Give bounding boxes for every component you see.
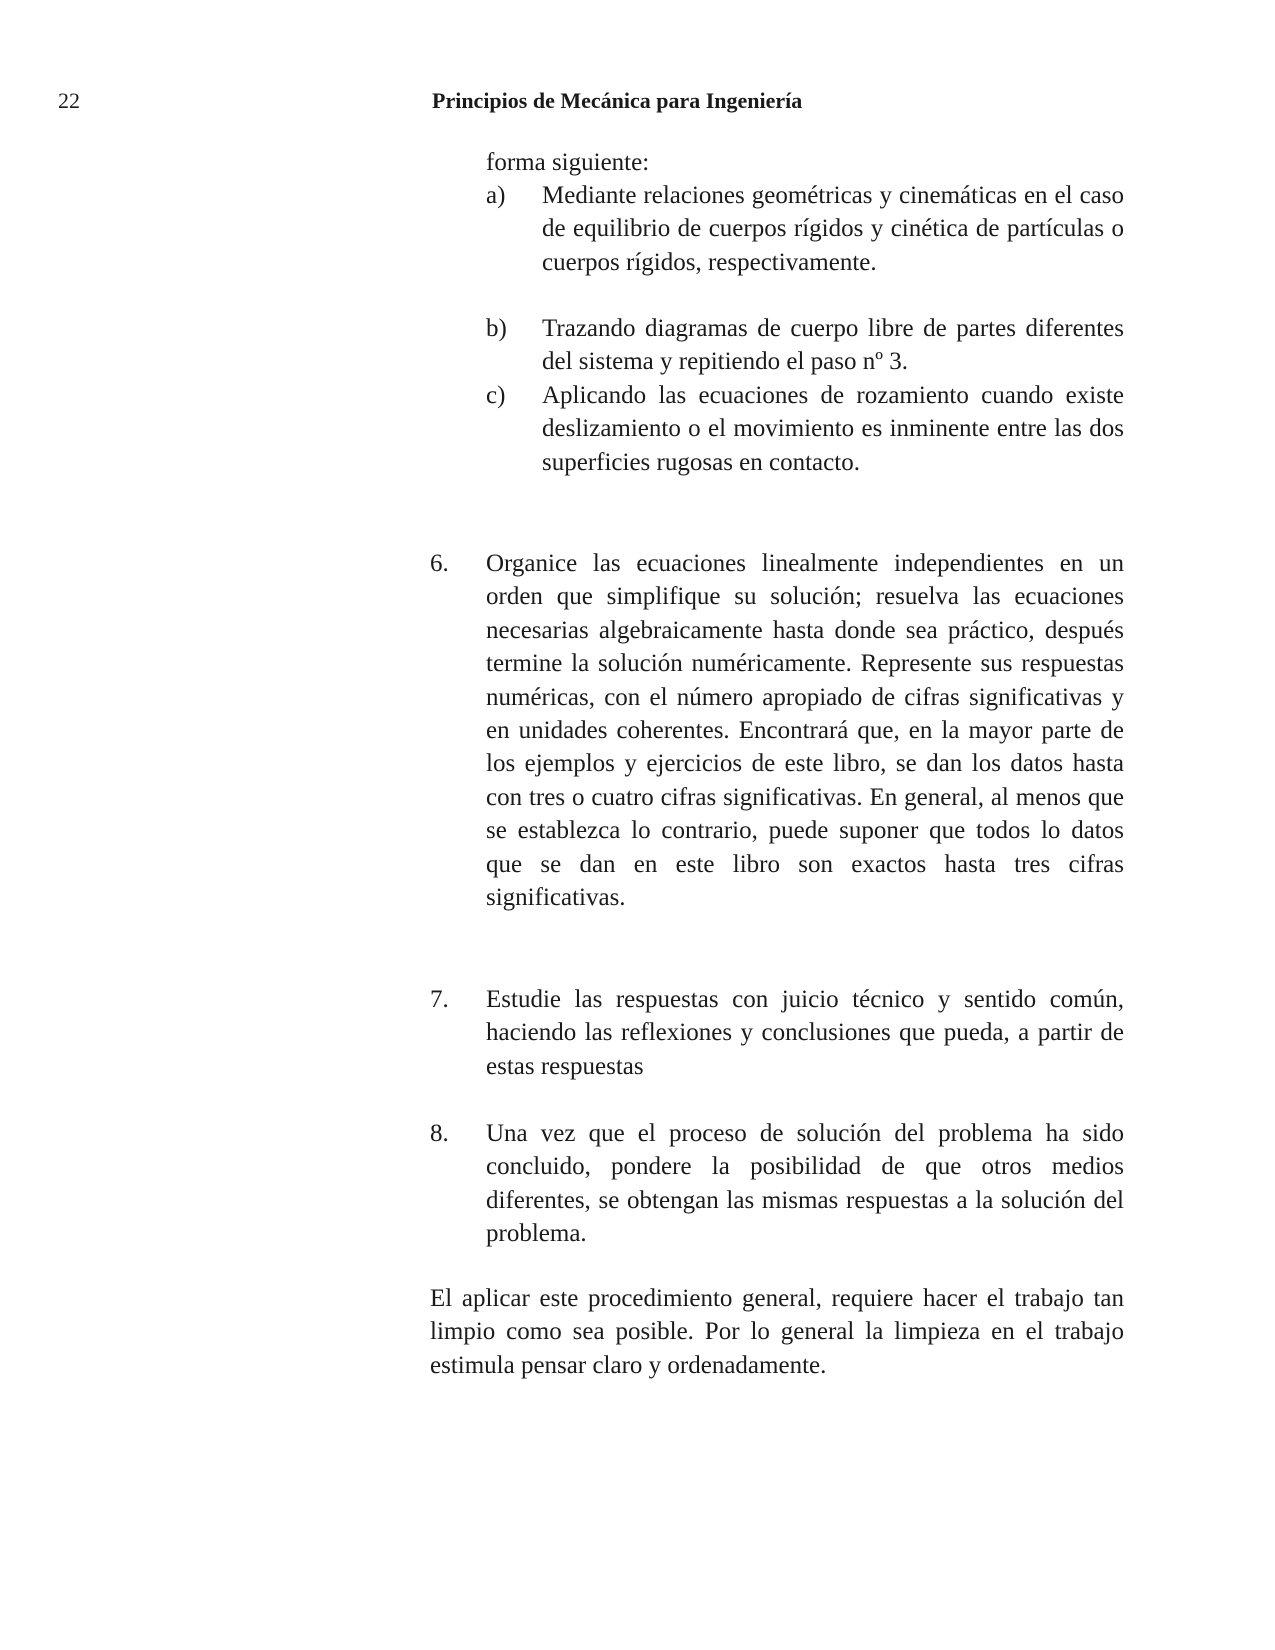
continuation-line: forma siguiente: [486,149,650,176]
page-number: 22 [58,88,80,113]
sub-item-c [486,379,1124,479]
numbered-item-marker: 6. [430,550,449,577]
sub-item-marker: c) [486,382,506,409]
sub-item-marker: b) [486,315,507,342]
numbered-item-6 [430,547,1124,914]
sub-item-a [486,179,1124,279]
sub-item-marker: a) [486,182,506,209]
numbered-item-7 [430,983,1124,1083]
numbered-item-text: Estudie las respuestas con juicio técnico y sentido común, haciendo las reflexiones y conclusiones que pueda, a partir de estas respuestas [486,986,1124,1080]
sub-item-text: Mediante relaciones geométricas y cinemáticas en el caso de equilibrio de cuerpos rígidos y cinética de partículas o cuerpos rígidos, respectivamente. [542,182,1124,276]
sub-item-text: Trazando diagramas de cuerpo libre de partes diferentes del sistema y repitiendo el paso nº 3. [542,315,1124,376]
sub-item-b [486,312,1124,379]
numbered-item-marker: 8. [430,1120,449,1147]
closing-paragraph: El aplicar este procedimiento general, requiere hacer el trabajo tan limpio como sea posible. Por lo general la limpieza en el trabajo estimula pensar claro y ordenadamente. [430,1285,1124,1379]
running-head: Principios de Mecánica para Ingeniería [432,88,803,113]
numbered-item-8 [430,1117,1124,1251]
sub-item-text: Aplicando las ecuaciones de rozamiento cuando existe deslizamiento o el movimiento es inminente entre las dos superficies rugosas en contacto. [542,382,1124,476]
numbered-item-text: Organice las ecuaciones linealmente independientes en un orden que simplifique su solución; resuelva las ecuaciones necesarias algebraicamente hasta donde sea práctico, después termine la solución numéricamente. Represente sus respuestas numéricas, con el número apropiado de cifras significativas y en unidades coherentes. Encontrará que, en la mayor parte de los ejemplos y ejercicios de este libro, se dan los datos hasta con tres o cuatro cifras significativas. En general, al menos que se establezca lo contrario, puede suponer que todos lo datos que se dan en este libro son exactos hasta tres cifras significativas. [486,550,1124,912]
numbered-item-text: Una vez que el proceso de solución del problema ha sido concluido, pondere la posibilidad de que otros medios diferentes, se obtengan las mismas respuestas a la solución del problema. [486,1120,1124,1248]
numbered-item-marker: 7. [430,986,449,1013]
